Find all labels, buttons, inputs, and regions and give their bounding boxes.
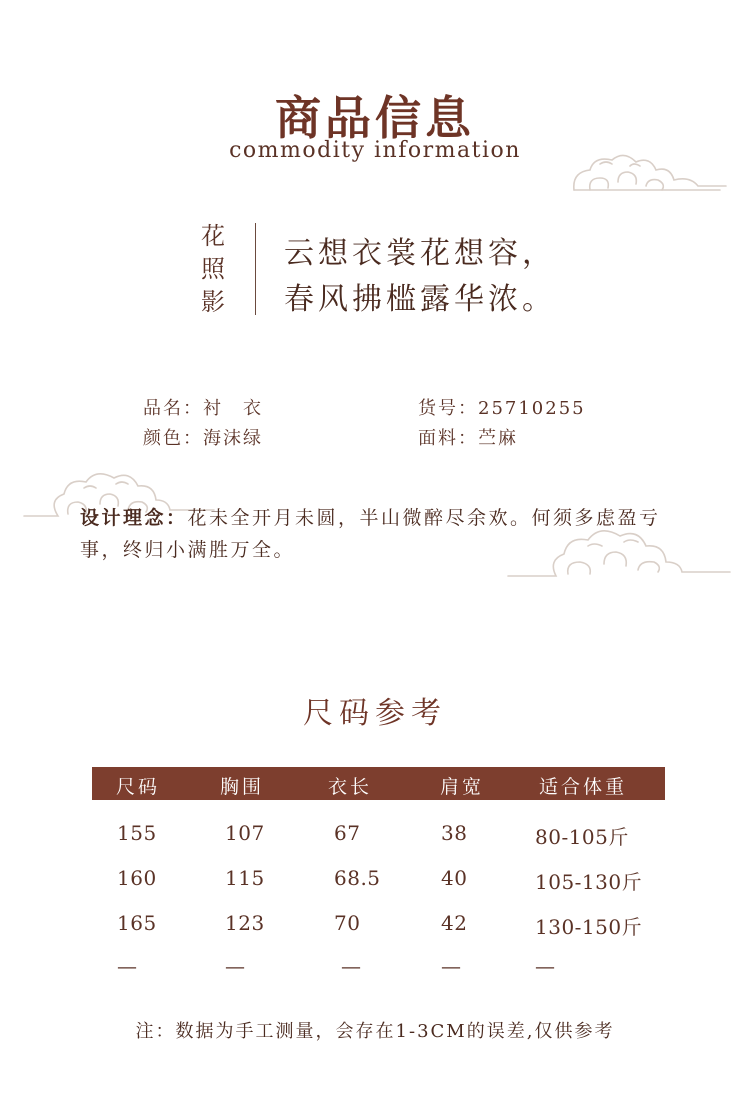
table-cell: 38	[441, 821, 468, 845]
table-cell: 105-130斤	[535, 870, 643, 894]
cloud-decoration-top-right	[570, 150, 730, 198]
table-cell: —	[117, 954, 138, 978]
table-cell: 80-105斤	[535, 825, 629, 849]
product-code: 货号：25710255	[418, 398, 586, 419]
table-cell: 160	[117, 866, 157, 890]
header-shoulder: 肩宽	[440, 776, 485, 798]
table-cell: 107	[225, 821, 265, 845]
table-cell: 40	[441, 866, 468, 890]
poem-divider	[255, 223, 256, 315]
product-fabric: 面料：苎麻	[418, 428, 518, 449]
header-length: 衣长	[328, 776, 373, 798]
table-cell: 42	[441, 911, 468, 935]
poem-line-1: 云想衣裳花想容，	[284, 236, 556, 271]
table-cell: —	[225, 954, 246, 978]
poem-author-char: 花	[201, 222, 225, 250]
poem-author-char: 照	[201, 255, 225, 283]
header-size: 尺码	[116, 776, 161, 798]
poem-line-2: 春风拂槛露华浓。	[284, 282, 556, 317]
table-cell: 67	[334, 821, 361, 845]
size-table-header	[92, 767, 665, 800]
table-cell: 130-150斤	[535, 915, 643, 939]
table-cell: —	[341, 954, 362, 978]
page-title: 商品信息	[275, 91, 475, 145]
poem-author	[198, 220, 228, 319]
design-concept-text: 花未全开月未圆，半山微醉尽余欢。何须多虑盈亏事，终归小满胜万全。	[80, 507, 661, 561]
measurement-note: 注：数据为手工测量，会存在1-3CM的误差,仅供参考	[135, 1021, 615, 1042]
table-cell: 115	[225, 866, 265, 890]
poem-author-char: 影	[201, 288, 225, 316]
product-name: 品名：衬 衣	[143, 398, 263, 419]
table-cell: 68.5	[334, 866, 381, 890]
header-chest: 胸围	[220, 776, 265, 798]
table-cell: —	[441, 954, 462, 978]
table-cell: 123	[225, 911, 265, 935]
table-cell: 70	[334, 911, 361, 935]
page-subtitle: commodity information	[229, 138, 521, 163]
table-cell: 155	[117, 821, 157, 845]
size-section-title: 尺码参考	[303, 696, 447, 731]
product-color: 颜色：海沫绿	[143, 428, 263, 449]
design-concept	[80, 502, 680, 566]
table-cell: 165	[117, 911, 157, 935]
header-weight: 适合体重	[539, 776, 628, 798]
design-concept-label: 设计理念：	[80, 507, 188, 529]
table-cell: —	[535, 954, 556, 978]
